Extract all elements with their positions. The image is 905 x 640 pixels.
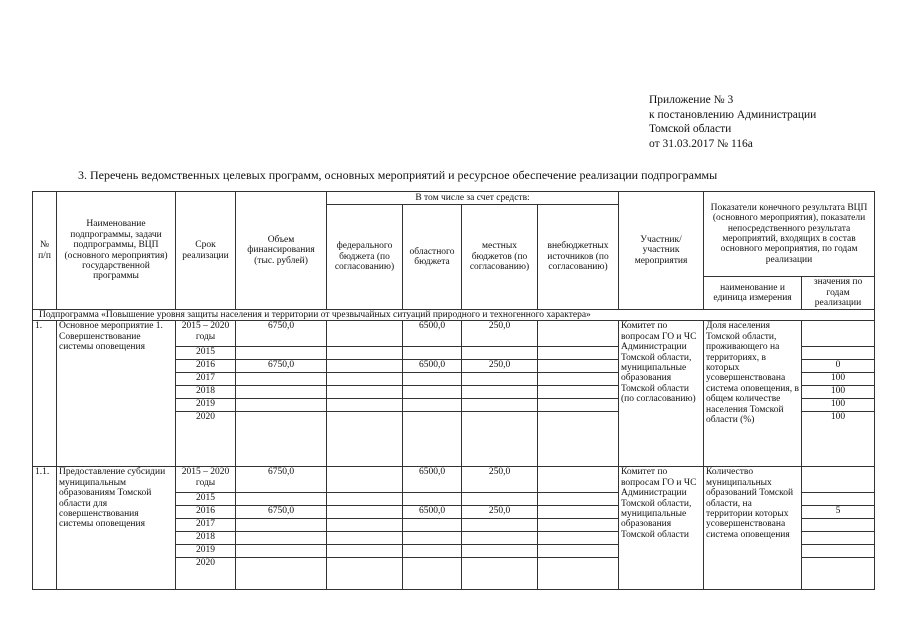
cell-local: 250,0 (462, 321, 538, 347)
cell-federal (327, 558, 403, 590)
cell-federal (327, 412, 403, 467)
cell-local (462, 493, 538, 506)
cell-offbudget (538, 545, 619, 558)
cell-volume (236, 519, 327, 532)
cell-regional (403, 373, 462, 386)
cell-value: 100 (802, 412, 875, 467)
cell-offbudget (538, 347, 619, 360)
table-row (33, 321, 875, 347)
cell-federal (327, 347, 403, 360)
cell-regional (403, 493, 462, 506)
cell-value (802, 347, 875, 360)
appendix-line: от 31.03.2017 № 116а (649, 137, 753, 150)
cell-regional: 6500,0 (403, 506, 462, 519)
cell-local (462, 412, 538, 467)
cell-federal (327, 321, 403, 347)
cell-term: 2020 (176, 412, 236, 467)
cell-term: 2016 (176, 360, 236, 373)
cell-volume (236, 412, 327, 467)
cell-volume: 6750,0 (236, 321, 327, 347)
table-row (33, 467, 875, 493)
cell-value (802, 467, 875, 493)
program-table (32, 191, 875, 590)
cell-value: 5 (802, 506, 875, 519)
cell-regional (403, 532, 462, 545)
cell-local (462, 545, 538, 558)
cell-offbudget (538, 558, 619, 590)
row-participant: Комитет по вопросам ГО и ЧС Администрации Томской области, муниципальные образования Томской области (по согласованию) (619, 321, 704, 467)
cell-volume (236, 347, 327, 360)
cell-regional: 6500,0 (403, 467, 462, 493)
cell-value: 0 (802, 360, 875, 373)
cell-federal (327, 373, 403, 386)
cell-volume (236, 545, 327, 558)
cell-regional (403, 399, 462, 412)
cell-offbudget (538, 399, 619, 412)
cell-offbudget (538, 360, 619, 373)
row-indicator: Доля населения Томской области, проживающего на территориях, в которых усовершенствована система оповещения, в общем количестве населения Томской области (%) (704, 321, 802, 467)
cell-value (802, 519, 875, 532)
subprogram-title: Подпрограмма «Повышение уровня защиты населения и территории от чрезвычайных ситуаций природного и техногенного характера» (33, 310, 875, 321)
cell-regional (403, 558, 462, 590)
header-offbudget: внебюджетных источников (по согласованию) (538, 205, 619, 310)
cell-term: 2018 (176, 532, 236, 545)
cell-term: 2015 – 2020 годы (176, 321, 236, 347)
cell-volume (236, 532, 327, 545)
header-local: местных бюджетов (по согласованию) (462, 205, 538, 310)
cell-volume (236, 558, 327, 590)
cell-regional: 6500,0 (403, 360, 462, 373)
cell-offbudget (538, 532, 619, 545)
cell-term: 2015 (176, 493, 236, 506)
cell-value (802, 558, 875, 590)
cell-term: 2017 (176, 519, 236, 532)
row-name: Основное мероприятие 1. Совершенствование системы оповещения (57, 321, 176, 467)
cell-local (462, 373, 538, 386)
cell-federal (327, 545, 403, 558)
cell-term: 2016 (176, 506, 236, 519)
cell-local (462, 532, 538, 545)
cell-volume (236, 493, 327, 506)
cell-term: 2019 (176, 545, 236, 558)
cell-term: 2017 (176, 373, 236, 386)
cell-federal (327, 506, 403, 519)
cell-volume: 6750,0 (236, 467, 327, 493)
cell-value: 100 (802, 373, 875, 386)
cell-offbudget (538, 467, 619, 493)
cell-volume: 6750,0 (236, 360, 327, 373)
appendix-line: к постановлению Администрации (649, 108, 817, 121)
cell-local: 250,0 (462, 506, 538, 519)
cell-local: 250,0 (462, 360, 538, 373)
cell-value: 100 (802, 386, 875, 399)
appendix-line: Томской области (649, 123, 732, 135)
cell-federal (327, 386, 403, 399)
header-term: Срок реализации (176, 192, 236, 310)
cell-local (462, 347, 538, 360)
cell-federal (327, 493, 403, 506)
cell-offbudget (538, 373, 619, 386)
cell-federal (327, 532, 403, 545)
cell-offbudget (538, 412, 619, 467)
cell-term: 2018 (176, 386, 236, 399)
cell-local: 250,0 (462, 467, 538, 493)
cell-local (462, 519, 538, 532)
cell-volume (236, 386, 327, 399)
cell-volume (236, 373, 327, 386)
row-participant: Комитет по вопросам ГО и ЧС Администрации Томской области, муниципальные образования Томской области (619, 467, 704, 590)
cell-federal (327, 467, 403, 493)
header-ind-name: наименование и единица измерения (704, 277, 802, 310)
header-num: № п/п (33, 192, 57, 310)
cell-regional (403, 347, 462, 360)
cell-value (802, 545, 875, 558)
cell-offbudget (538, 506, 619, 519)
header-volume: Объем финансирования (тыс. рублей) (236, 192, 327, 310)
row-num: 1.1. (33, 467, 57, 590)
cell-regional (403, 412, 462, 467)
header-regional: областного бюджета (403, 205, 462, 310)
header-participant: Участник/ участник мероприятия (619, 192, 704, 310)
cell-offbudget (538, 519, 619, 532)
appendix-block (649, 93, 816, 151)
cell-regional (403, 519, 462, 532)
row-num: 1. (33, 321, 57, 467)
row-indicator: Количество муниципальных образований Томской области, на территории которых усовершенствована система оповещения (704, 467, 802, 590)
cell-value (802, 493, 875, 506)
cell-federal (327, 519, 403, 532)
header-name: Наименование подпрограммы, задачи подпрограммы, ВЦП (основного мероприятия) государственной программы (57, 192, 176, 310)
cell-value (802, 321, 875, 347)
header-federal: федерального бюджета (по согласованию) (327, 205, 403, 310)
cell-regional (403, 386, 462, 399)
appendix-line: Приложение № 3 (649, 94, 734, 106)
header-incl: В том числе за счет средств: (327, 192, 619, 205)
row-name: Предоставление субсидии муниципальным образованиям Томской области для совершенствования системы оповещения (57, 467, 176, 590)
cell-volume (236, 399, 327, 412)
cell-local (462, 399, 538, 412)
cell-regional: 6500,0 (403, 321, 462, 347)
cell-federal (327, 360, 403, 373)
cell-term: 2020 (176, 558, 236, 590)
cell-offbudget (538, 386, 619, 399)
header-ind-values: значения по годам реализации (802, 277, 875, 310)
cell-term: 2015 – 2020 годы (176, 467, 236, 493)
cell-local (462, 386, 538, 399)
cell-term: 2015 (176, 347, 236, 360)
cell-term: 2019 (176, 399, 236, 412)
document-title: 3. Перечень ведомственных целевых программ, основных мероприятий и ресурсное обеспечение реализации подпрограммы (78, 168, 718, 182)
header-indicators: Показатели конечного результата ВЦП (основного мероприятия), показатели непосредственного результата мероприятий, входящих в состав основного мероприятия, по годам реализации (704, 192, 875, 277)
cell-value (802, 532, 875, 545)
cell-value: 100 (802, 399, 875, 412)
cell-offbudget (538, 493, 619, 506)
cell-local (462, 558, 538, 590)
cell-federal (327, 399, 403, 412)
cell-volume: 6750,0 (236, 506, 327, 519)
cell-regional (403, 545, 462, 558)
cell-offbudget (538, 321, 619, 347)
